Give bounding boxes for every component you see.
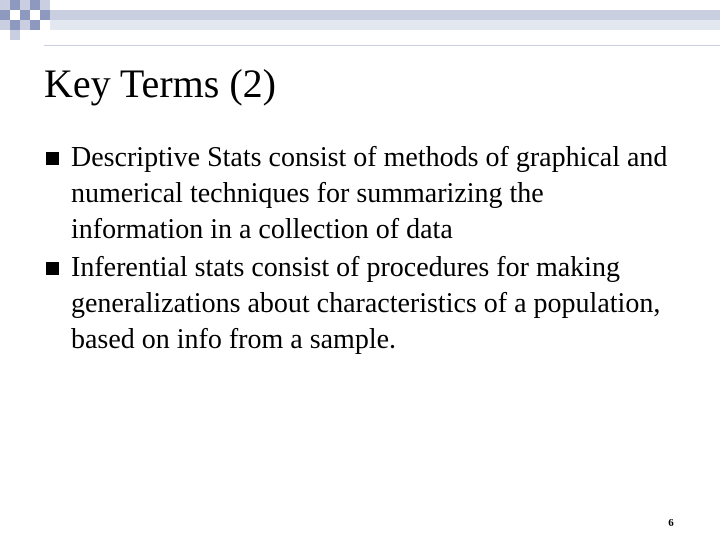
bullet-list: [0, 140, 720, 358]
bullet-text: Descriptive Stats consist of methods of graphical and numerical techniques for summarizing the information in a collection of data: [71, 142, 668, 245]
bullet-item: [0, 250, 681, 358]
bullet-item: [0, 140, 681, 248]
header-rule: [44, 45, 720, 46]
checker-squares: [0, 0, 720, 40]
slide-title: Key Terms (2): [44, 61, 276, 106]
bullet-text: Inferential stats consist of procedures for making generalizations about characteristics of a population, based on info from a sample.: [71, 252, 661, 355]
page-number: 6: [668, 517, 674, 529]
square-bullet-icon: [46, 262, 59, 275]
checker-pattern: [0, 0, 720, 45]
square-bullet-icon: [46, 152, 59, 165]
checkered-header-decoration: [0, 0, 720, 45]
